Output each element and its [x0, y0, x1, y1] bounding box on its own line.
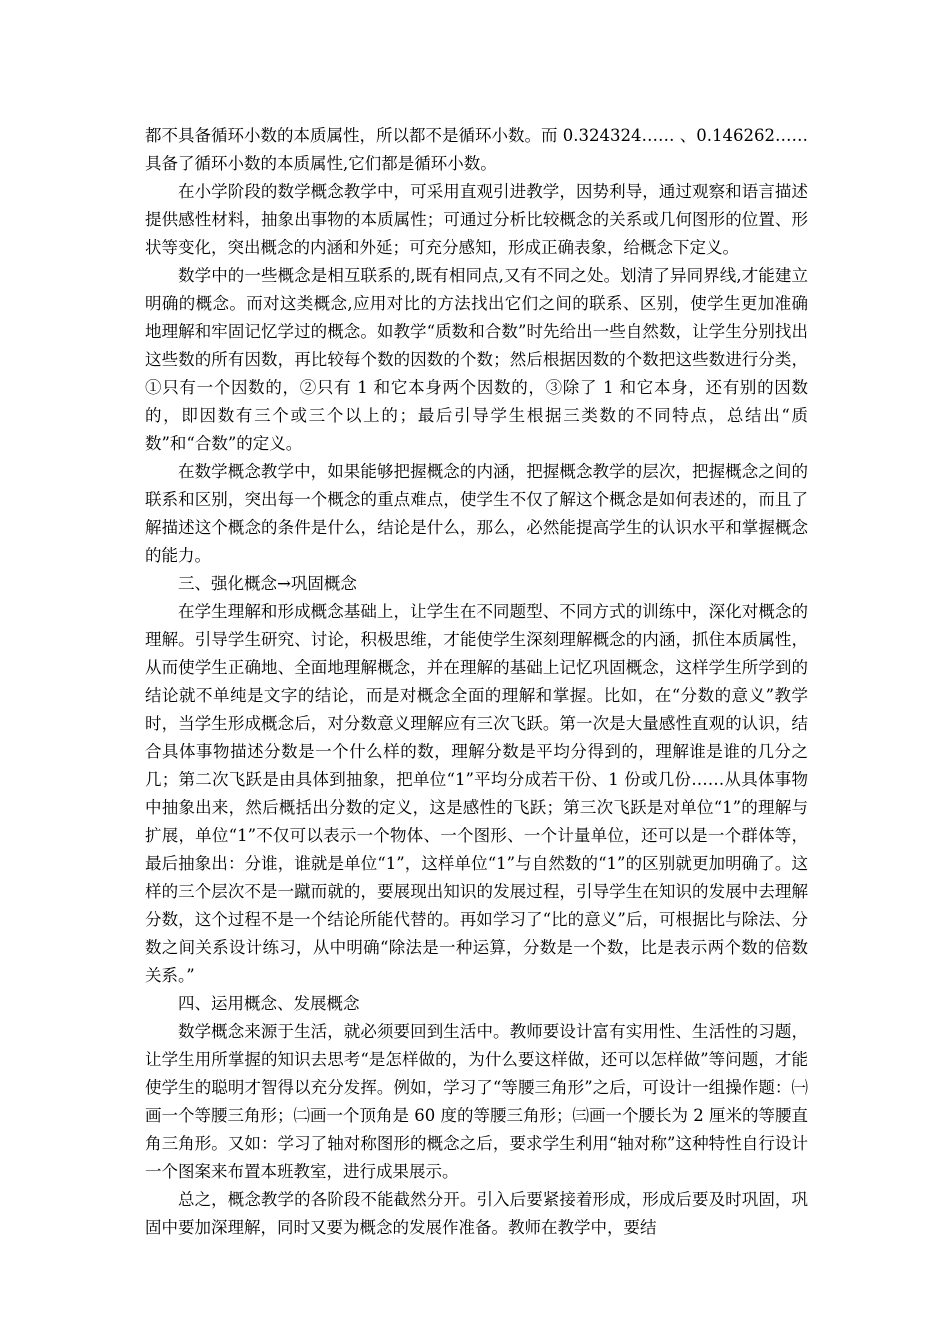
section-heading-3: 三、强化概念→巩固概念: [178, 574, 357, 593]
document-page: [145, 122, 808, 1242]
paragraph-strengthen-concept: 在学生理解和形成概念基础上，让学生在不同题型、不同方式的训练中，深化对概念的理解。引导学生研究、讨论，积极思维，才能使学生深刻理解概念的内涵，抓住本质属性，从而使学生正确地、全面地理解概念，并在理解的基础上记忆巩固概念，这样学生所学到的结论就不单纯是文字的结论，而是对概念全面的理解和掌握。比如，在“分数的意义”教学时，当学生形成概念后，对分数意义理解应有三次飞跃。第一次是大量感性直观的认识，结合具体事物描述分数是一个什么样的数，理解分数是平均分得到的，理解谁是谁的几分之几；第二次飞跃是由具体到抽象，把单位“1”平均分成若干份、1 份或几份……从具体事物中抽象出来，然后概括出分数的定义，这是感性的飞跃；第三次飞跃是对单位“1”的理解与扩展，单位“1”不仅可以表示一个物体、一个图形、一个计量单位，还可以是一个群体等，最后抽象出：分谁，谁就是单位“1”，这样单位“1”与自然数的“1”的区别就更加明确了。这样的三个层次不是一蹴而就的，要展现出知识的发展过程，引导学生在知识的发展中去理解分数，这个过程不是一个结论所能代替的。再如学习了“比的意义”后，可根据比与除法、分数之间关系设计练习，从中明确“除法是一种运算，分数是一个数，比是表示两个数的倍数关系。”: [145, 602, 808, 985]
section-heading-4: 四、运用概念、发展概念: [178, 994, 360, 1013]
paragraph-concept-teaching-methods: 在小学阶段的数学概念教学中，可采用直观引进教学，因势利导，通过观察和语言描述提供感性材料，抽象出事物的本质属性；可通过分析比较概念的关系或几何图形的位置、形状等变化，突出概念的内涵和外延；可充分感知，形成正确表象，给概念下定义。: [145, 182, 808, 257]
paragraph-comparison-method: 数学中的一些概念是相互联系的,既有相同点,又有不同之处。划清了异同界线,才能建立明确的概念。而对这类概念,应用对比的方法找出它们之间的联系、区别，使学生更加准确地理解和牢固记忆学过的概念。如教学“质数和合数”时先给出一些自然数，让学生分别找出这些数的所有因数，再比较每个数的因数的个数；然后根据因数的个数把这些数进行分类，①只有一个因数的，②只有 1 和它本身两个因数的，③除了 1 和它本身，还有别的因数的，即因数有三个或三个以上的；最后引导学生根据三类数的不同特点，总结出“质数”和“合数”的定义。: [145, 266, 808, 453]
paragraph-conclusion: 总之，概念教学的各阶段不能截然分开。引入后要紧接着形成，形成后要及时巩固，巩固中要加深理解，同时又要为概念的发展作准备。教师在教学中，要结: [145, 1190, 808, 1237]
paragraph-cyclic-decimal: 都不具备循环小数的本质属性，所以都不是循环小数。而 0.324324…… 、0.146262……具备了循环小数的本质属性,它们都是循环小数。: [145, 126, 808, 173]
paragraph-concept-mastery: 在数学概念教学中，如果能够把握概念的内涵，把握概念教学的层次，把握概念之间的联系和区别，突出每一个概念的重点难点，使学生不仅了解这个概念是如何表述的，而且了解描述这个概念的条件是什么，结论是什么，那么，必然能提高学生的认识水平和掌握概念的能力。: [145, 462, 808, 565]
paragraph-apply-concept: 数学概念来源于生活，就必须要回到生活中。教师要设计富有实用性、生活性的习题，让学生用所掌握的知识去思考“是怎样做的，为什么要这样做，还可以怎样做”等问题，才能使学生的聪明才智得以充分发挥。例如，学习了“等腰三角形”之后，可设计一组操作题：㈠画一个等腰三角形；㈡画一个顶角是 60 度的等腰三角形；㈢画一个腰长为 2 厘米的等腰直角三角形。又如：学习了轴对称图形的概念之后，要求学生利用“轴对称”这种特性自行设计一个图案来布置本班教室，进行成果展示。: [145, 1022, 808, 1181]
